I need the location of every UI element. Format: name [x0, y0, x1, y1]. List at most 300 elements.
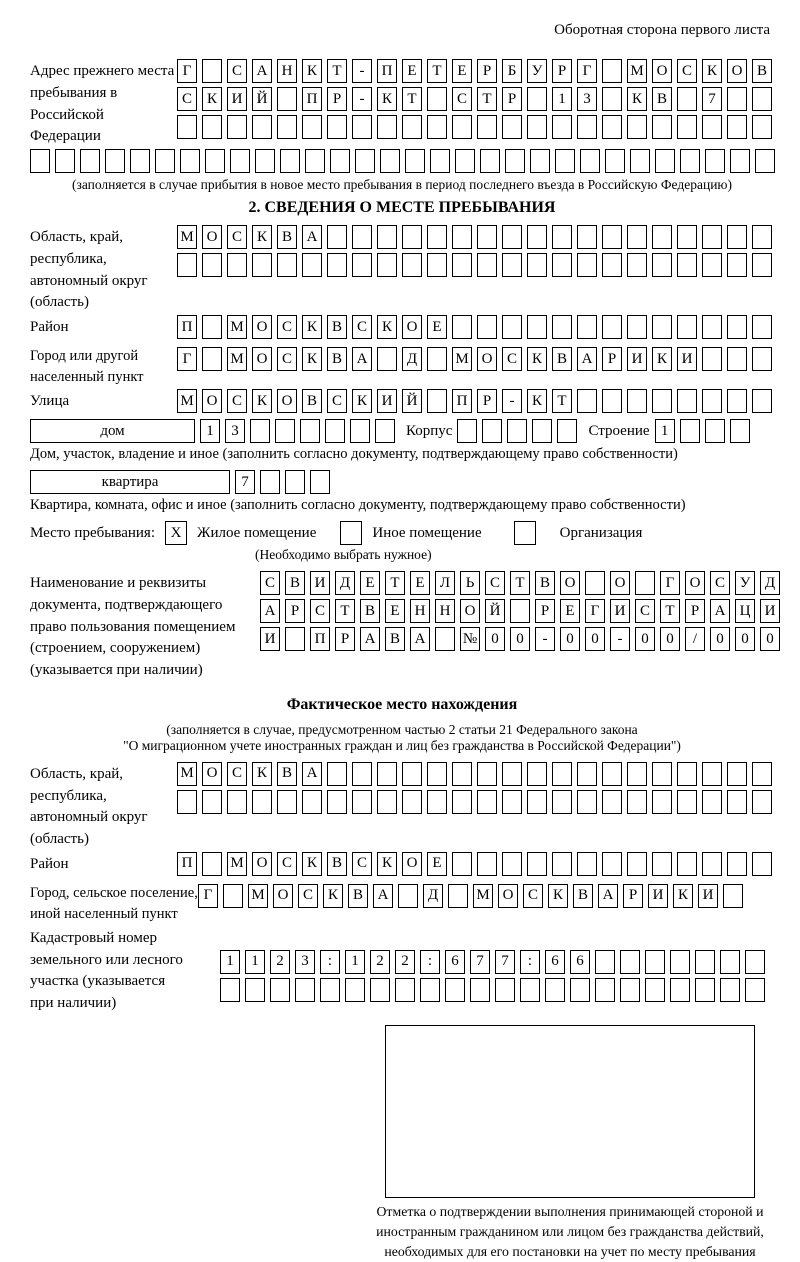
- char-cell: Г: [198, 884, 218, 908]
- char-cell: Р: [502, 87, 522, 111]
- checkbox-organization: [514, 521, 536, 545]
- char-cell: Е: [427, 315, 447, 339]
- char-cell: Н: [277, 59, 297, 83]
- char-cell: Г: [177, 59, 197, 83]
- stroenie-label: Строение: [588, 423, 650, 440]
- char-cell: [260, 470, 280, 494]
- char-cell: [702, 347, 722, 371]
- char-cell: К: [702, 59, 722, 83]
- char-cell: [752, 225, 772, 249]
- char-cell: И: [760, 599, 780, 623]
- char-cell: Е: [385, 599, 405, 623]
- char-cell: М: [227, 852, 247, 876]
- char-cell: [375, 419, 395, 443]
- char-cell: [205, 149, 225, 173]
- char-cell: [580, 149, 600, 173]
- char-cell: [545, 978, 565, 1002]
- char-cell: [705, 149, 725, 173]
- char-cell: А: [352, 347, 372, 371]
- checkbox-other-premises: [340, 521, 362, 545]
- char-cell: [752, 790, 772, 814]
- char-cell: [352, 115, 372, 139]
- char-cell: [752, 87, 772, 111]
- char-cell: [552, 225, 572, 249]
- char-cell: И: [648, 884, 668, 908]
- char-cell: [227, 253, 247, 277]
- char-cell: [327, 762, 347, 786]
- char-cell: [585, 571, 605, 595]
- char-cell: [695, 978, 715, 1002]
- street-field: [30, 389, 774, 417]
- char-cell: [502, 225, 522, 249]
- char-cell: [202, 253, 222, 277]
- char-cell: [327, 790, 347, 814]
- char-cell: [377, 115, 397, 139]
- char-cell: [577, 389, 597, 413]
- char-cell: [527, 315, 547, 339]
- char-cell: К: [548, 884, 568, 908]
- char-cell: 7: [495, 950, 515, 974]
- char-cell: В: [277, 225, 297, 249]
- char-cell: [627, 253, 647, 277]
- char-cell: 7: [235, 470, 255, 494]
- char-cell: [652, 762, 672, 786]
- char-cell: [720, 978, 740, 1002]
- char-cell: Т: [327, 59, 347, 83]
- char-cell: [507, 419, 527, 443]
- char-cell: [377, 347, 397, 371]
- char-cell: С: [710, 571, 730, 595]
- char-cell: [752, 115, 772, 139]
- char-cell: [435, 627, 455, 651]
- char-cell: Т: [335, 599, 355, 623]
- char-cell: [448, 884, 468, 908]
- char-cell: Р: [285, 599, 305, 623]
- char-cell: [552, 315, 572, 339]
- char-cell: [177, 790, 197, 814]
- apartment-cells: [235, 470, 330, 494]
- char-cell: [627, 225, 647, 249]
- char-cell: [255, 149, 275, 173]
- actual-district-field: [30, 852, 774, 880]
- char-cell: [605, 149, 625, 173]
- char-cell: [745, 950, 765, 974]
- char-cell: 2: [370, 950, 390, 974]
- char-cell: [620, 950, 640, 974]
- char-cell: [527, 762, 547, 786]
- char-cell: О: [202, 389, 222, 413]
- char-cell: А: [302, 762, 322, 786]
- document-row-2: [260, 599, 780, 623]
- house-box: дом: [30, 419, 195, 443]
- char-cell: [270, 978, 290, 1002]
- char-cell: С: [352, 852, 372, 876]
- prev-address-row-3: [177, 115, 772, 139]
- document-row-3: [260, 627, 780, 651]
- char-cell: [702, 389, 722, 413]
- char-cell: [277, 253, 297, 277]
- char-cell: К: [302, 59, 322, 83]
- char-cell: С: [523, 884, 543, 908]
- region-row-1: [177, 225, 772, 249]
- char-cell: [602, 762, 622, 786]
- char-cell: С: [277, 347, 297, 371]
- char-cell: И: [377, 389, 397, 413]
- char-cell: О: [727, 59, 747, 83]
- char-cell: [427, 225, 447, 249]
- char-cell: [752, 315, 772, 339]
- char-cell: К: [377, 852, 397, 876]
- char-cell: [202, 347, 222, 371]
- char-cell: [377, 790, 397, 814]
- char-cell: [552, 852, 572, 876]
- char-cell: [510, 599, 530, 623]
- char-cell: Г: [660, 571, 680, 595]
- char-cell: Т: [385, 571, 405, 595]
- char-cell: [627, 389, 647, 413]
- char-cell: Д: [335, 571, 355, 595]
- char-cell: О: [273, 884, 293, 908]
- char-cell: С: [227, 225, 247, 249]
- char-cell: [452, 225, 472, 249]
- char-cell: [130, 149, 150, 173]
- char-cell: [595, 978, 615, 1002]
- char-cell: И: [677, 347, 697, 371]
- char-cell: 0: [760, 627, 780, 651]
- char-cell: [320, 978, 340, 1002]
- char-cell: Т: [427, 59, 447, 83]
- char-cell: Р: [477, 389, 497, 413]
- char-cell: [427, 762, 447, 786]
- char-cell: [202, 852, 222, 876]
- actual-settlement-label: Город, сельское поселение, иной населенный пункт: [30, 884, 198, 922]
- char-cell: [745, 978, 765, 1002]
- char-cell: П: [452, 389, 472, 413]
- char-cell: С: [298, 884, 318, 908]
- char-cell: [352, 253, 372, 277]
- char-cell: [645, 950, 665, 974]
- char-cell: [530, 149, 550, 173]
- char-cell: А: [260, 599, 280, 623]
- char-cell: В: [277, 762, 297, 786]
- char-cell: [455, 149, 475, 173]
- char-cell: [652, 389, 672, 413]
- char-cell: И: [310, 571, 330, 595]
- char-cell: [527, 852, 547, 876]
- char-cell: Р: [327, 87, 347, 111]
- char-cell: [275, 419, 295, 443]
- char-cell: Ь: [460, 571, 480, 595]
- char-cell: [577, 253, 597, 277]
- char-cell: [202, 790, 222, 814]
- char-cell: [477, 762, 497, 786]
- char-cell: К: [302, 347, 322, 371]
- char-cell: [677, 115, 697, 139]
- stay-type-label: Место пребывания:: [30, 524, 155, 541]
- char-cell: В: [573, 884, 593, 908]
- char-cell: И: [698, 884, 718, 908]
- char-cell: М: [227, 315, 247, 339]
- char-cell: Е: [452, 59, 472, 83]
- char-cell: С: [277, 315, 297, 339]
- char-cell: К: [302, 852, 322, 876]
- char-cell: [80, 149, 100, 173]
- char-cell: [677, 225, 697, 249]
- char-cell: К: [652, 347, 672, 371]
- region-field: [30, 225, 774, 314]
- char-cell: [277, 87, 297, 111]
- char-cell: [652, 225, 672, 249]
- char-cell: [252, 115, 272, 139]
- char-cell: С: [502, 347, 522, 371]
- char-cell: Р: [602, 347, 622, 371]
- char-cell: [452, 253, 472, 277]
- char-cell: Т: [552, 389, 572, 413]
- char-cell: -: [352, 59, 372, 83]
- char-cell: В: [652, 87, 672, 111]
- char-cell: [552, 115, 572, 139]
- char-cell: [677, 253, 697, 277]
- char-cell: [652, 315, 672, 339]
- char-cell: [402, 225, 422, 249]
- char-cell: 1: [345, 950, 365, 974]
- actual-region-row-2: [177, 790, 772, 814]
- char-cell: [577, 225, 597, 249]
- char-cell: О: [477, 347, 497, 371]
- char-cell: П: [177, 852, 197, 876]
- char-cell: [505, 149, 525, 173]
- char-cell: /: [685, 627, 705, 651]
- prev-address-row-2: [177, 87, 772, 111]
- prev-address-row-1: [177, 59, 772, 83]
- char-cell: [727, 762, 747, 786]
- char-cell: [350, 419, 370, 443]
- char-cell: [302, 115, 322, 139]
- char-cell: Р: [477, 59, 497, 83]
- char-cell: А: [302, 225, 322, 249]
- char-cell: 1: [655, 419, 675, 443]
- char-cell: [670, 978, 690, 1002]
- char-cell: [752, 852, 772, 876]
- document-label: Наименование и реквизиты документа, подтверждающего право пользования помещением (строением, сооружением) (указывается при наличии): [30, 575, 236, 679]
- char-cell: [655, 149, 675, 173]
- char-cell: О: [202, 225, 222, 249]
- char-cell: [652, 852, 672, 876]
- char-cell: У: [527, 59, 547, 83]
- region-row-2: [177, 253, 772, 277]
- char-cell: [452, 762, 472, 786]
- char-cell: [427, 87, 447, 111]
- char-cell: В: [302, 389, 322, 413]
- char-cell: К: [352, 389, 372, 413]
- char-cell: [405, 149, 425, 173]
- char-cell: [355, 149, 375, 173]
- char-cell: 1: [200, 419, 220, 443]
- char-cell: [177, 115, 197, 139]
- char-cell: С: [677, 59, 697, 83]
- char-cell: [680, 149, 700, 173]
- char-cell: [602, 115, 622, 139]
- char-cell: [677, 762, 697, 786]
- char-cell: [595, 950, 615, 974]
- checkbox-residential: X: [165, 521, 187, 545]
- char-cell: [202, 59, 222, 83]
- char-cell: С: [485, 571, 505, 595]
- option-organization-label: Организация: [559, 524, 643, 541]
- char-cell: [577, 315, 597, 339]
- char-cell: М: [177, 389, 197, 413]
- city-field: [30, 344, 774, 388]
- char-cell: [477, 253, 497, 277]
- char-cell: [670, 950, 690, 974]
- char-cell: В: [552, 347, 572, 371]
- char-cell: В: [535, 571, 555, 595]
- char-cell: [727, 225, 747, 249]
- actual-location-title: Фактическое место нахождения: [286, 695, 518, 713]
- char-cell: Й: [252, 87, 272, 111]
- char-cell: [252, 790, 272, 814]
- actual-location-caption-2: "О миграционном учете иностранных граждан и лиц без гражданства в Российской Федерации"): [123, 737, 681, 753]
- char-cell: [352, 790, 372, 814]
- char-cell: :: [420, 950, 440, 974]
- char-cell: [295, 978, 315, 1002]
- char-cell: [630, 149, 650, 173]
- char-cell: [752, 762, 772, 786]
- char-cell: [330, 149, 350, 173]
- char-cell: [427, 253, 447, 277]
- char-cell: [495, 978, 515, 1002]
- char-cell: О: [252, 347, 272, 371]
- confirmation-caption: Отметка о подтверждении выполнения принимающей стороной и иностранным гражданином или лицом без гражданства действий, необходимых для его постановки на учет по месту пребывания: [376, 1203, 764, 1259]
- char-cell: [220, 978, 240, 1002]
- char-cell: [527, 87, 547, 111]
- char-cell: №: [460, 627, 480, 651]
- char-cell: [705, 419, 725, 443]
- cadastral-row-2: [220, 978, 765, 1002]
- char-cell: К: [252, 762, 272, 786]
- document-row-1: [260, 571, 780, 595]
- char-cell: 2: [270, 950, 290, 974]
- char-cell: [702, 315, 722, 339]
- char-cell: А: [410, 627, 430, 651]
- district-label: Район: [30, 319, 69, 335]
- char-cell: Е: [402, 59, 422, 83]
- char-cell: Е: [427, 852, 447, 876]
- char-cell: [552, 762, 572, 786]
- region-label: Область, край, республика, автономный округ (область): [30, 229, 148, 311]
- char-cell: С: [635, 599, 655, 623]
- char-cell: К: [377, 315, 397, 339]
- char-cell: [677, 87, 697, 111]
- char-cell: О: [610, 571, 630, 595]
- char-cell: [727, 87, 747, 111]
- char-cell: [380, 149, 400, 173]
- stay-type-hint: (Необходимо выбрать нужное): [255, 547, 432, 563]
- char-cell: [230, 149, 250, 173]
- char-cell: [502, 315, 522, 339]
- char-cell: И: [227, 87, 247, 111]
- cadastral-label: Кадастровый номер земельного или лесного участка (указывается при наличии): [30, 929, 183, 1012]
- char-cell: [677, 852, 697, 876]
- char-cell: [477, 852, 497, 876]
- char-cell: С: [277, 852, 297, 876]
- char-cell: [430, 149, 450, 173]
- char-cell: [702, 762, 722, 786]
- char-cell: П: [177, 315, 197, 339]
- char-cell: [602, 59, 622, 83]
- char-cell: К: [302, 315, 322, 339]
- char-cell: [552, 253, 572, 277]
- char-cell: [477, 790, 497, 814]
- char-cell: 1: [552, 87, 572, 111]
- korpus-label: Корпус: [406, 423, 453, 440]
- char-cell: -: [610, 627, 630, 651]
- char-cell: В: [385, 627, 405, 651]
- actual-settlement-field: [30, 881, 774, 925]
- actual-location-caption-1: (заполняется в случае, предусмотренном частью 2 статьи 21 Федерального закона: [166, 721, 638, 737]
- char-cell: М: [177, 762, 197, 786]
- char-cell: С: [327, 389, 347, 413]
- char-cell: [398, 884, 418, 908]
- char-cell: [677, 790, 697, 814]
- char-cell: 6: [570, 950, 590, 974]
- char-cell: [727, 852, 747, 876]
- char-cell: 0: [660, 627, 680, 651]
- char-cell: [627, 762, 647, 786]
- char-cell: А: [598, 884, 618, 908]
- char-cell: [527, 790, 547, 814]
- char-cell: К: [377, 87, 397, 111]
- char-cell: [370, 978, 390, 1002]
- char-cell: [245, 978, 265, 1002]
- char-cell: [30, 149, 50, 173]
- char-cell: [695, 950, 715, 974]
- section2-title: 2. СВЕДЕНИЯ О МЕСТЕ ПРЕБЫВАНИЯ: [248, 199, 556, 216]
- char-cell: Л: [435, 571, 455, 595]
- char-cell: Т: [660, 599, 680, 623]
- char-cell: [280, 149, 300, 173]
- char-cell: С: [227, 762, 247, 786]
- char-cell: :: [320, 950, 340, 974]
- char-cell: Р: [623, 884, 643, 908]
- char-cell: [527, 253, 547, 277]
- char-cell: [645, 978, 665, 1002]
- char-cell: Ц: [735, 599, 755, 623]
- actual-district-row: [177, 852, 772, 876]
- document-field: [30, 571, 774, 682]
- char-cell: С: [352, 315, 372, 339]
- char-cell: Д: [402, 347, 422, 371]
- char-cell: [345, 978, 365, 1002]
- char-cell: Т: [510, 571, 530, 595]
- char-cell: [377, 762, 397, 786]
- char-cell: [105, 149, 125, 173]
- char-cell: М: [177, 225, 197, 249]
- char-cell: [555, 149, 575, 173]
- cadastral-field: [30, 926, 774, 1015]
- char-cell: [577, 852, 597, 876]
- prev-address-row-4: [30, 149, 774, 173]
- char-cell: С: [260, 571, 280, 595]
- char-cell: [723, 884, 743, 908]
- korpus-cells: [457, 419, 577, 443]
- char-cell: [730, 149, 750, 173]
- char-cell: [277, 790, 297, 814]
- char-cell: К: [673, 884, 693, 908]
- char-cell: Р: [335, 627, 355, 651]
- char-cell: -: [502, 389, 522, 413]
- cadastral-row-1: [220, 950, 765, 974]
